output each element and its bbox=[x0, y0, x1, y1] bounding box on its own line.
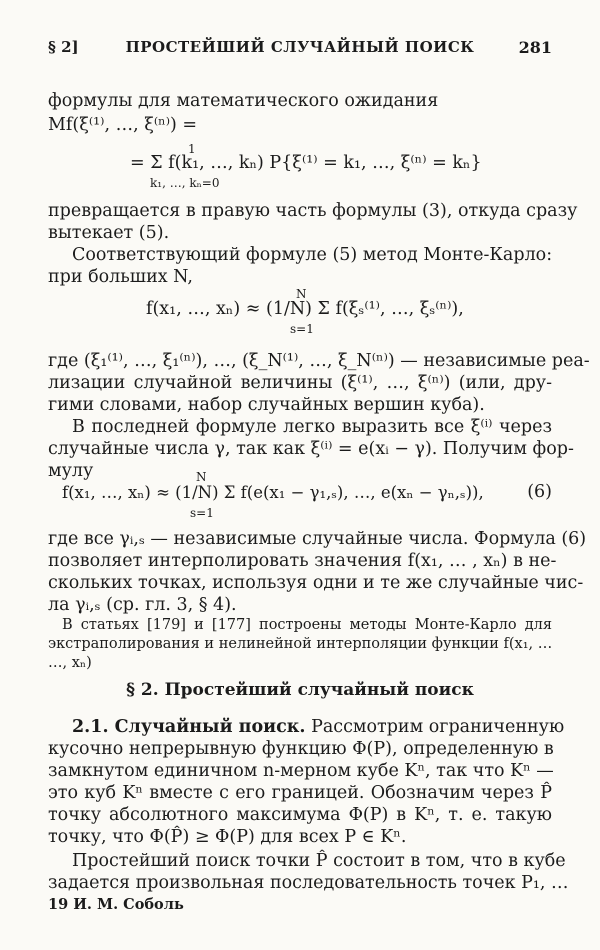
text-line: при больших N, bbox=[48, 267, 193, 287]
text-line: лизации случайной величины (ξ⁽¹⁾, …, ξ⁽ⁿ⁾) (или, дру- bbox=[48, 373, 552, 393]
text-line: где все γᵢ,ₛ — независимые случайные числа. Формула (6) bbox=[48, 529, 587, 549]
subsection-title: 2.1. Случайный поиск. bbox=[72, 717, 306, 737]
text-run: Рассмотрим ограниченную bbox=[305, 717, 565, 737]
sum-upper-limit: N bbox=[296, 287, 307, 301]
text-line: позволяет интерполировать значения f(x₁, … , xₙ) в не- bbox=[48, 551, 557, 571]
formula-interpolation: f(x₁, …, xₙ) ≈ (1/N) Σ f(e(x₁ − γ₁,ₛ), …, e(xₙ − γₙ,ₛ)), bbox=[62, 483, 484, 502]
header-title: ПРОСТЕЙШИЙ СЛУЧАЙНЫЙ ПОИСК bbox=[125, 38, 475, 56]
equation-number: (6) bbox=[527, 482, 552, 502]
header-section: § 2] bbox=[48, 38, 79, 56]
text-line: Простейший поиск точки P̂ состоит в том, что в кубе bbox=[72, 851, 566, 871]
text-line: формулы для математического ожидания bbox=[48, 91, 439, 111]
text-line: Соответствующий формуле (5) метод Монте-Карло: bbox=[72, 245, 553, 265]
small-text-line: В статьях [179] и [177] построены методы Монте-Карло для bbox=[62, 617, 552, 633]
text-line: скольких точках, используя одни и те же случайные чис- bbox=[48, 573, 584, 593]
sum-lower-limit: s=1 bbox=[190, 506, 214, 520]
formula-monte-carlo: f(x₁, …, xₙ) ≈ (1/N) Σ f(ξₛ⁽¹⁾, …, ξₛ⁽ⁿ⁾), bbox=[146, 299, 464, 319]
text-line: задается произвольная последовательность точек P₁, … bbox=[48, 873, 569, 893]
formula-expectation-lhs: Mf(ξ⁽¹⁾, …, ξ⁽ⁿ⁾) = bbox=[48, 115, 198, 135]
text-line: превращается в правую часть формулы (3), откуда сразу bbox=[48, 201, 578, 221]
text-line: точку абсолютного максимума Φ(P) в Kⁿ, т. е. такую bbox=[48, 805, 552, 825]
sum-upper-limit: 1 bbox=[188, 142, 196, 156]
small-text-line: экстраполирования и нелинейной интерполяции функции f(x₁, … bbox=[48, 636, 553, 652]
text-line: В последней формуле легко выразить все ξ⁽ⁱ⁾ через bbox=[72, 417, 552, 437]
text-line: точку, что Φ(P̂) ≥ Φ(P) для всех P ∈ Kⁿ. bbox=[48, 827, 407, 847]
signature-footer: 19 И. М. Соболь bbox=[48, 896, 184, 913]
formula-expectation-rhs: = Σ f(k₁, …, kₙ) P{ξ⁽¹⁾ = k₁, …, ξ⁽ⁿ⁾ = kₙ} bbox=[130, 153, 482, 173]
sum-upper-limit: N bbox=[196, 470, 207, 484]
text-line: вытекает (5). bbox=[48, 223, 170, 243]
sum-lower-limit: s=1 bbox=[290, 322, 314, 336]
paragraph-first-line bbox=[72, 716, 565, 738]
text-line: кусочно непрерывную функцию Φ(P), определенную в bbox=[48, 739, 554, 759]
text-line: мулу bbox=[48, 461, 94, 481]
text-line: ла γᵢ,ₛ (ср. гл. 3, § 4). bbox=[48, 595, 237, 615]
section-heading: § 2. Простейший случайный поиск bbox=[126, 680, 474, 700]
text-line: гими словами, набор случайных вершин куба). bbox=[48, 395, 485, 415]
text-line: замкнутом единичном n-мерном кубе Kⁿ, так что Kⁿ — bbox=[48, 761, 554, 781]
text-line: случайные числа γ, так как ξ⁽ⁱ⁾ = e(xᵢ − γ). Получим фор- bbox=[48, 439, 574, 459]
text-line: где (ξ₁⁽¹⁾, …, ξ₁⁽ⁿ⁾), …, (ξ_N⁽¹⁾, …, ξ_N⁽ⁿ⁾) — независимые реа- bbox=[48, 351, 590, 371]
text-line: это куб Kⁿ вместе с его границей. Обозначим через P̂ bbox=[48, 783, 552, 803]
small-text-line: …, xₙ) bbox=[48, 655, 92, 671]
page-number: 281 bbox=[518, 38, 552, 57]
sum-lower-limit: k₁, …, kₙ=0 bbox=[150, 176, 220, 190]
